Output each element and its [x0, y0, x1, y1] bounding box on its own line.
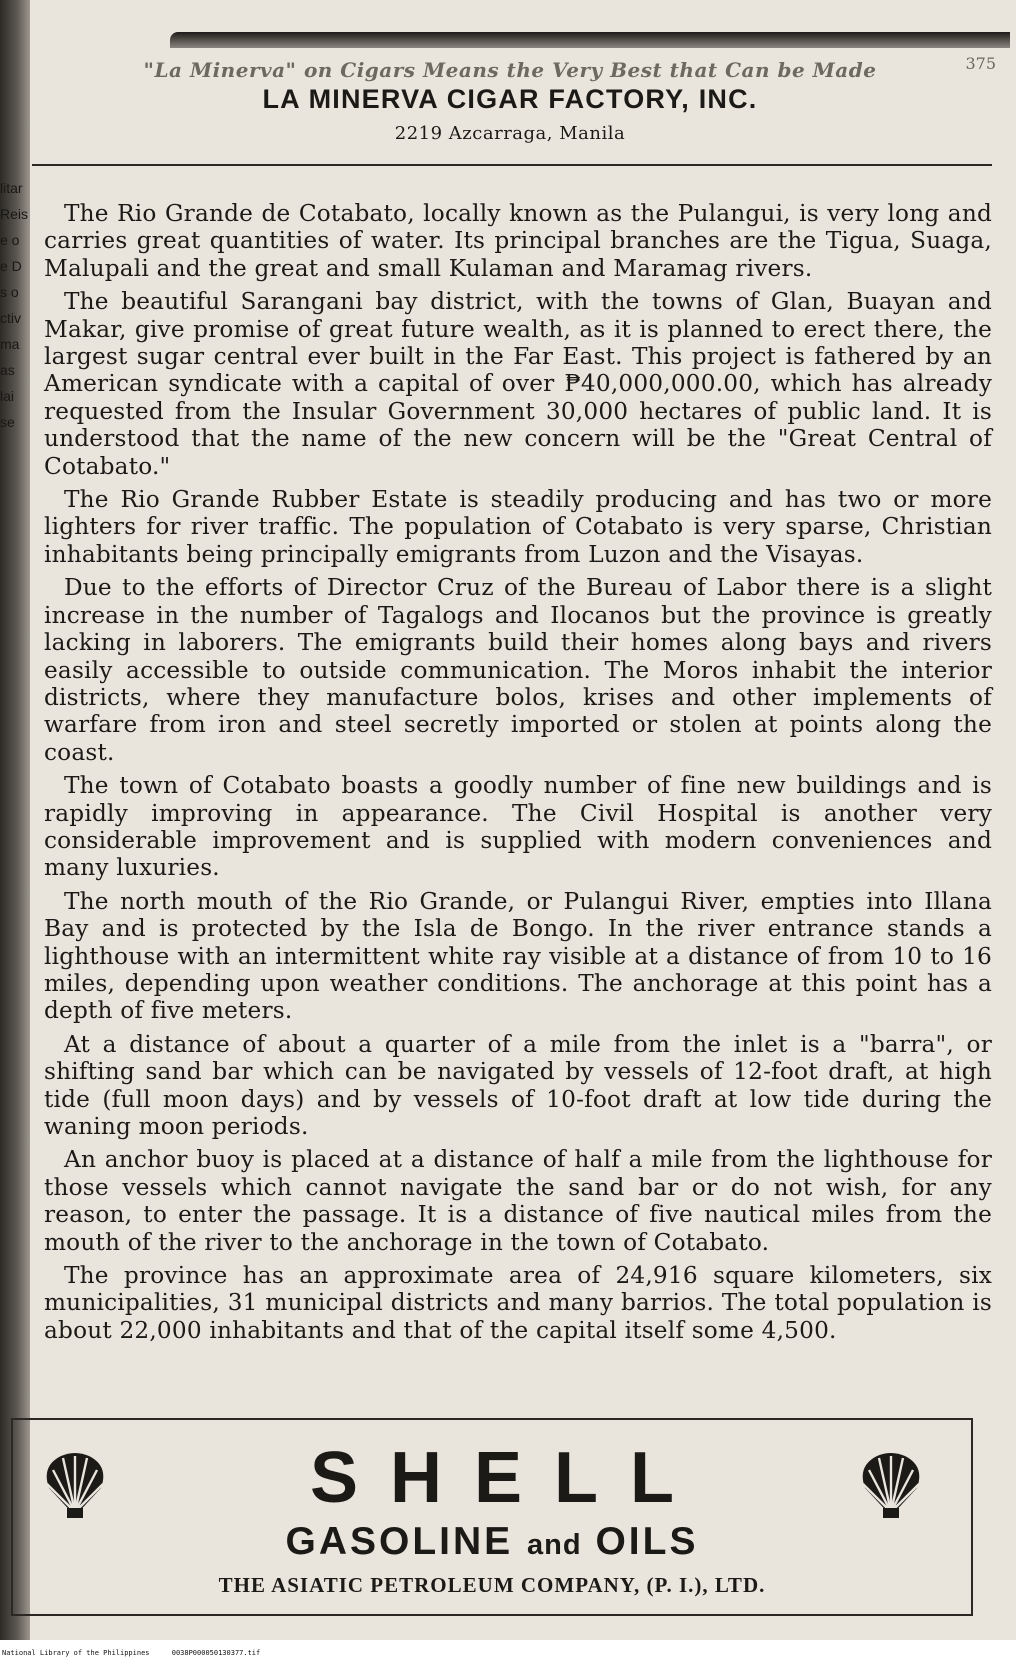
ad-product-end: OILS [595, 1520, 699, 1563]
paragraph: The province has an approximate area of 24,916 square kilometers, six municipalities, 31 municipal districts and many barrios. The total population is about 22,000 inhabitants and that of the capital itself some 4,500. [44, 1262, 992, 1344]
paragraph: The beautiful Sarangani bay district, with the towns of Glan, Buayan and Makar, give promise of great future wealth, as it is planned to erect there, the largest sugar central ever built in the Far East. This project is fathered by an American syndicate with a capital of over ₱40,000,000.00, which has already requested from the Insular Government 30,000 hectares of public land. It is understood that the name of the new concern will be the "Great Central of Cotabato." [44, 288, 992, 480]
ad-product-main: GASOLINE [285, 1520, 514, 1563]
paragraph: The north mouth of the Rio Grande, or Pulangui River, empties into Illana Bay and is protected by the Isla de Bongo. In the river entrance stands a lighthouse with an intermittent white ray visible at a distance of from 10 to 16 miles, depending upon weather conditions. The anchorage at this point has a depth of five meters. [44, 887, 992, 1025]
facing-page-fragment: lai [0, 388, 15, 404]
page-number: 375 [965, 54, 996, 73]
header-divider [32, 164, 992, 166]
facing-page-fragment: se [0, 414, 15, 430]
page-header [60, 58, 960, 144]
paragraph: At a distance of about a quarter of a mile from the inlet is a "barra", or shifting sand bar which can be navigated by vessels of 12-foot draft, at high tide (full moon days) and by vessels of 10-foot draft at low tide during the waning moon periods. [44, 1030, 992, 1140]
paragraph: An anchor buoy is placed at a distance of half a mile from the lighthouse for those vessels which cannot navigate the sand bar or do not wish, for any reason, to enter the passage. It is a distance of five nautical miles from the mouth of the river to the anchorage in the town of Cotabato. [44, 1146, 992, 1256]
scan-footer [2, 1649, 278, 1657]
facing-page-fragment: e o [0, 232, 20, 248]
paragraph: The Rio Grande de Cotabato, locally known as the Pulangui, is very long and carries great quantities of water. Its principal branches are the Tigua, Suaga, Malupali and the great and small Kulaman and Maramag rivers. [44, 200, 992, 282]
paragraph: The town of Cotabato boasts a goodly number of fine new buildings and is rapidly improving in appearance. The Civil Hospital is another very considerable improvement and is supplied with modern conveniences and many luxuries. [44, 772, 992, 882]
facing-page-fragment: litar [0, 180, 23, 196]
facing-page-fragment: e D [0, 258, 22, 274]
article-body [44, 200, 992, 1350]
ad-product-line [13, 1520, 971, 1564]
scan-file-id: 0038P000050130377.tif [171, 1649, 261, 1657]
header-company-name: LA MINERVA CIGAR FACTORY, INC. [262, 84, 758, 114]
ad-product-and: and [527, 1529, 582, 1561]
paragraph: The Rio Grande Rubber Estate is steadily producing and has two or more lighters for river traffic. The population of Cotabato is very sparse, Christian inhabitants being principally emigrants from Luzon and the Visayas. [44, 486, 992, 568]
facing-page-fragment: as [0, 362, 15, 378]
header-address: 2219 Azcarraga, Manila [394, 123, 626, 144]
shell-advertisement [11, 1418, 973, 1616]
facing-page-fragment: ma [0, 336, 20, 352]
paragraph: Due to the efforts of Director Cruz of the Bureau of Labor there is a slight increase in the number of Tagalogs and Ilocanos but the province is greatly lacking in laborers. The emigrants build their homes along bays and rivers easily accessible to outside communication. The Moros inhabit the interior districts, where they manufacture bolos, krises and other implements of warfare from iron and steel secretly imported or stolen at points along the coast. [44, 574, 992, 766]
scan-library-name: National Library of the Philippines [2, 1649, 150, 1657]
facing-page-fragment: s o [0, 284, 19, 300]
facing-page-fragment: Reis [0, 206, 29, 222]
header-slogan: "La Minerva" on Cigars Means the Very Best that Can be Made [143, 58, 877, 82]
ad-distributor: THE ASIATIC PETROLEUM COMPANY, (P. I.), LTD. [218, 1573, 766, 1597]
facing-page-text-fragments [0, 175, 30, 435]
page-top-edge-shadow [170, 32, 1010, 48]
ad-brand-name: SHELL [309, 1438, 706, 1518]
facing-page-fragment: ctiv [0, 310, 21, 326]
